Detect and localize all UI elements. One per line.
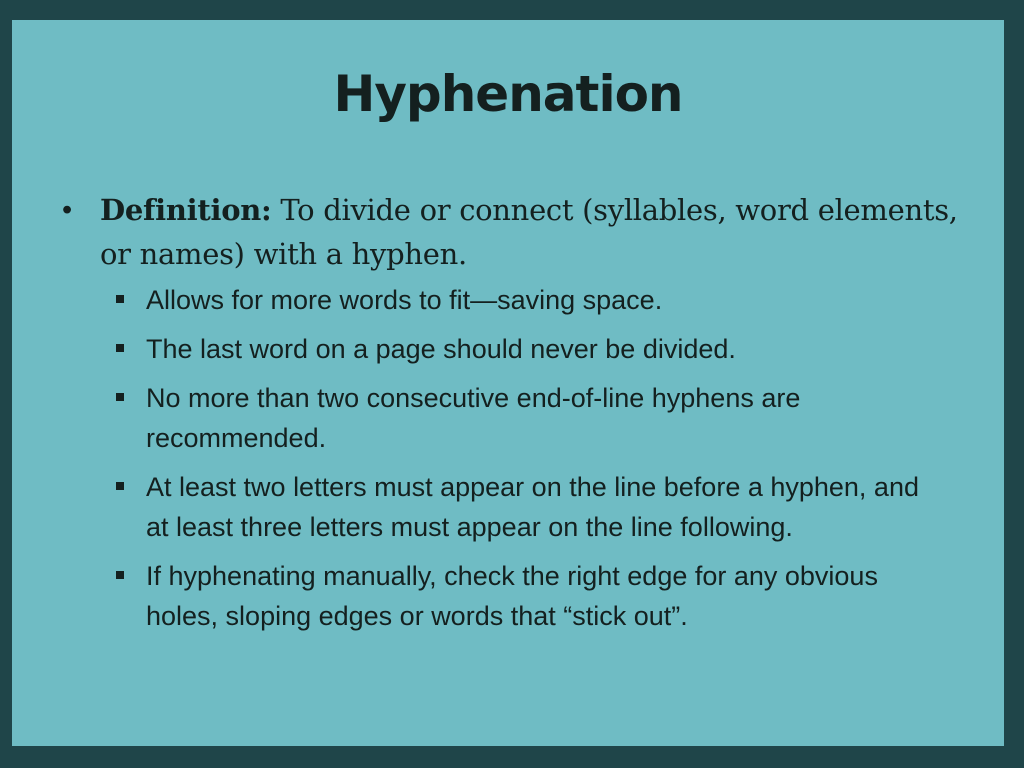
square-bullet-icon	[116, 344, 124, 352]
sub-bullet-item	[146, 378, 946, 458]
sub-bullet-item	[146, 467, 946, 547]
sub-bullet-item	[146, 329, 946, 369]
sub-bullet-item	[146, 280, 946, 320]
slide	[12, 20, 1004, 746]
sub-bullet-text: At least two letters must appear on the line before a hyphen, and at least three letters must appear on the line following.	[146, 472, 919, 542]
square-bullet-icon	[116, 571, 124, 579]
square-bullet-icon	[116, 295, 124, 303]
definition-bullet	[62, 188, 962, 276]
slide-title: Hyphenation	[333, 65, 683, 123]
sub-bullet-list	[62, 280, 962, 636]
square-bullet-icon	[116, 482, 124, 490]
sub-bullet-item	[146, 556, 946, 636]
square-bullet-icon	[116, 393, 124, 401]
sub-bullet-text: If hyphenating manually, check the right edge for any obvious holes, sloping edges or words that “stick out”.	[146, 561, 878, 631]
bullet-dot-icon: •	[62, 194, 72, 226]
definition-term: Definition:	[100, 193, 272, 227]
sub-bullet-text: No more than two consecutive end-of-line hyphens are recommended.	[146, 383, 801, 453]
sub-bullet-text: The last word on a page should never be divided.	[146, 334, 736, 364]
definition-text: To divide or connect (syllables, word elements, or names) with a hyphen.	[100, 193, 958, 271]
slide-content	[62, 188, 962, 645]
sub-bullet-text: Allows for more words to fit—saving space.	[146, 285, 663, 315]
